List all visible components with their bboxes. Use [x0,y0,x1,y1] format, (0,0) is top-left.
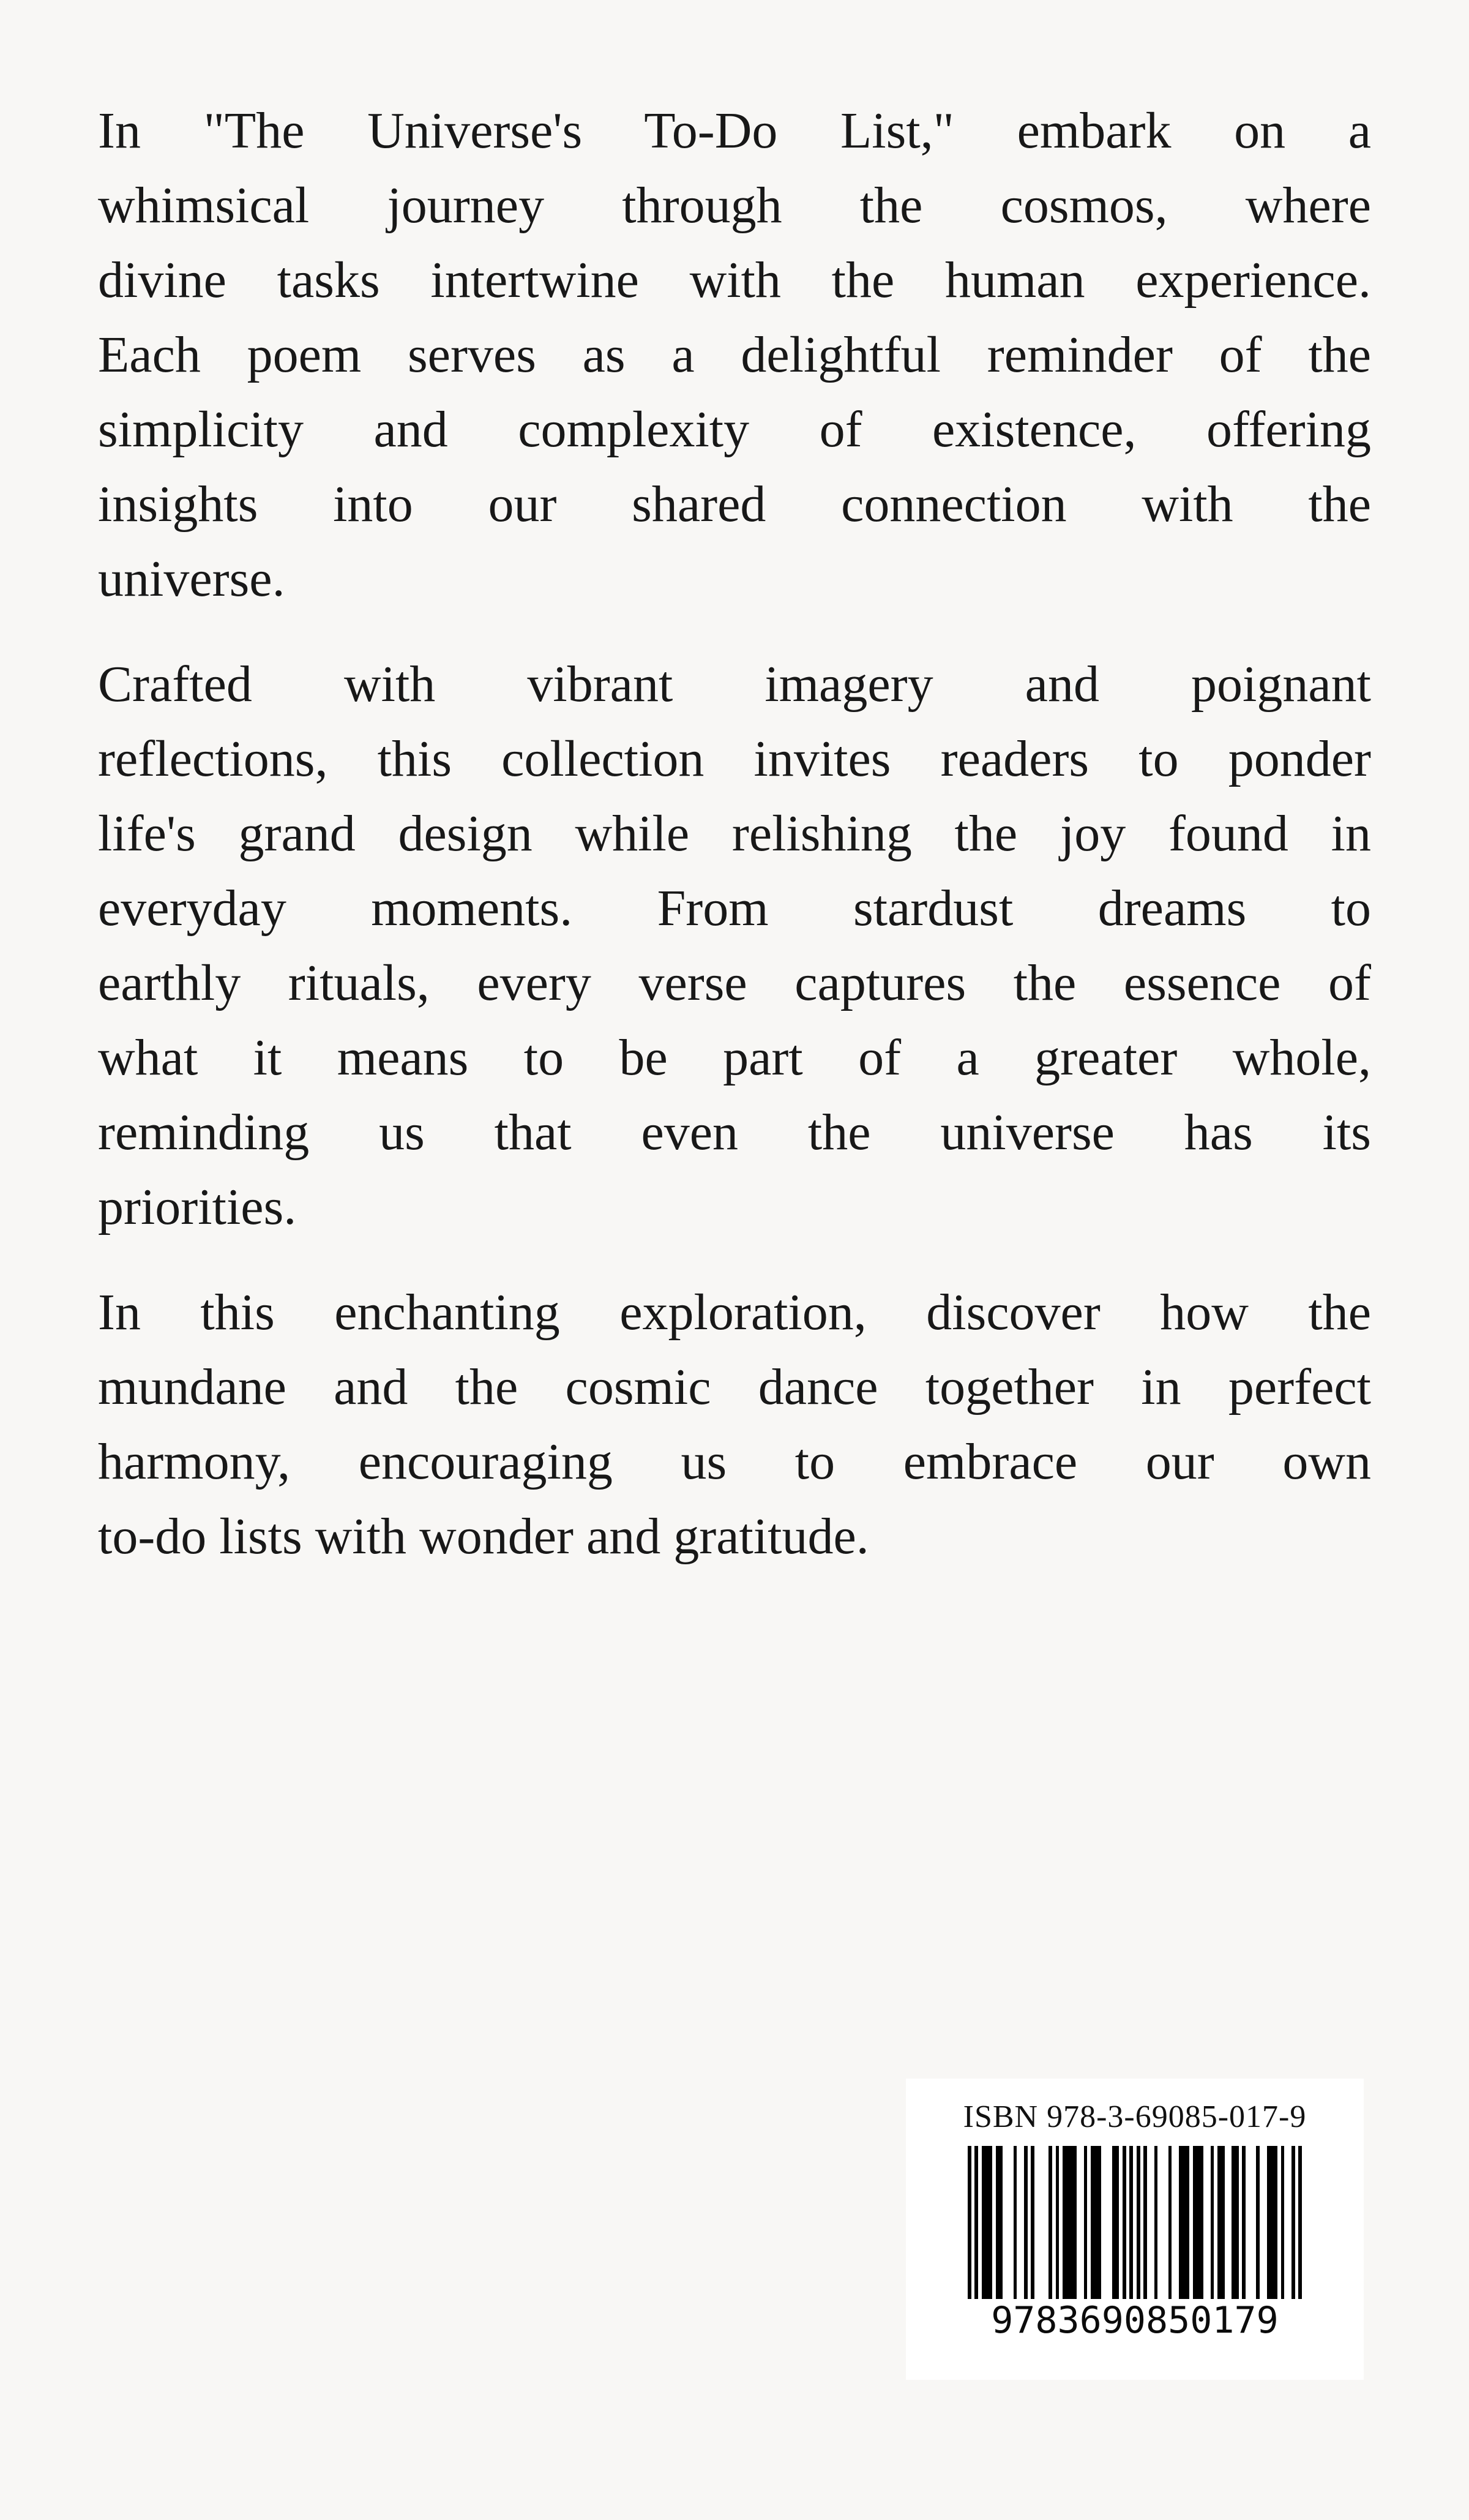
barcode-bar [1063,2146,1077,2299]
barcode-bar [1232,2146,1238,2299]
ean13-barcode [968,2146,1302,2299]
barcode-bar [1112,2146,1119,2299]
barcode-bar [1143,2146,1147,2299]
blurb-line: In this enchanting exploration, discover how the [98,1284,1371,1341]
barcode-bar [1291,2146,1295,2299]
barcode-bar [974,2146,978,2299]
blurb-line: divine tasks intertwine with the human experience. [98,252,1371,309]
barcode-bar [1298,2146,1302,2299]
blurb-paragraph [98,647,1371,1245]
barcode-bar [1281,2146,1285,2299]
blurb-line: reflections, this collection invites readers to ponder [98,730,1371,787]
blurb-paragraph [98,1275,1371,1574]
barcode-bar [1242,2146,1246,2299]
barcode-bar [1154,2146,1158,2299]
barcode-bar [1091,2146,1101,2299]
blurb-line: earthly rituals, every verse captures the essence of [98,954,1371,1011]
barcode-bar [1256,2146,1260,2299]
barcode-bar [1014,2146,1017,2299]
barcode-bar [1056,2146,1060,2299]
blurb-paragraph [98,94,1371,617]
blurb-line: to-do lists with wonder and gratitude. [98,1508,869,1565]
barcode-bar [1193,2146,1203,2299]
blurb-line: life's grand design while relishing the joy found in [98,805,1371,862]
blurb-line: harmony, encouraging us to embrace our own [98,1433,1371,1490]
barcode-bar [1123,2146,1126,2299]
barcode-bar [1084,2146,1088,2299]
barcode-bar [1137,2146,1140,2299]
blurb-line: Each poem serves as a delightful reminder of the [98,326,1371,383]
blurb-line: Crafted with vibrant imagery and poignant [98,656,1371,713]
isbn-number-text: 9783690850179 [991,2299,1279,2342]
blurb-line: simplicity and complexity of existence, offering [98,401,1371,458]
barcode-bar [1217,2146,1224,2299]
blurb-line: insights into our shared connection with the [98,476,1371,533]
blurb-line: priorities. [98,1179,297,1236]
blurb-line: universe. [98,550,285,607]
blurb-line: In "The Universe's To-Do List," embark on a [98,102,1371,159]
barcode-bar [1031,2146,1034,2299]
barcode-bar [1267,2146,1277,2299]
blurb-line: whimsical journey through the cosmos, where [98,177,1371,234]
blurb-line: everyday moments. From stardust dreams to [98,880,1371,937]
barcode-bar [1048,2146,1052,2299]
blurb-text [98,94,1371,1605]
barcode-bar [1168,2146,1172,2299]
isbn-barcode-block [906,2079,1364,2380]
barcode-bar [1129,2146,1133,2299]
barcode-bar [1211,2146,1214,2299]
barcode-bar [1179,2146,1189,2299]
barcode-bar [1024,2146,1028,2299]
barcode-bar [968,2146,971,2299]
barcode-bar [982,2146,992,2299]
isbn-label: ISBN 978-3-69085-017-9 [963,2099,1307,2134]
barcode-bar [996,2146,1003,2299]
blurb-line: what it means to be part of a greater whole, [98,1029,1371,1086]
blurb-line: reminding us that even the universe has its [98,1104,1371,1161]
blurb-line: mundane and the cosmic dance together in perfect [98,1359,1371,1416]
